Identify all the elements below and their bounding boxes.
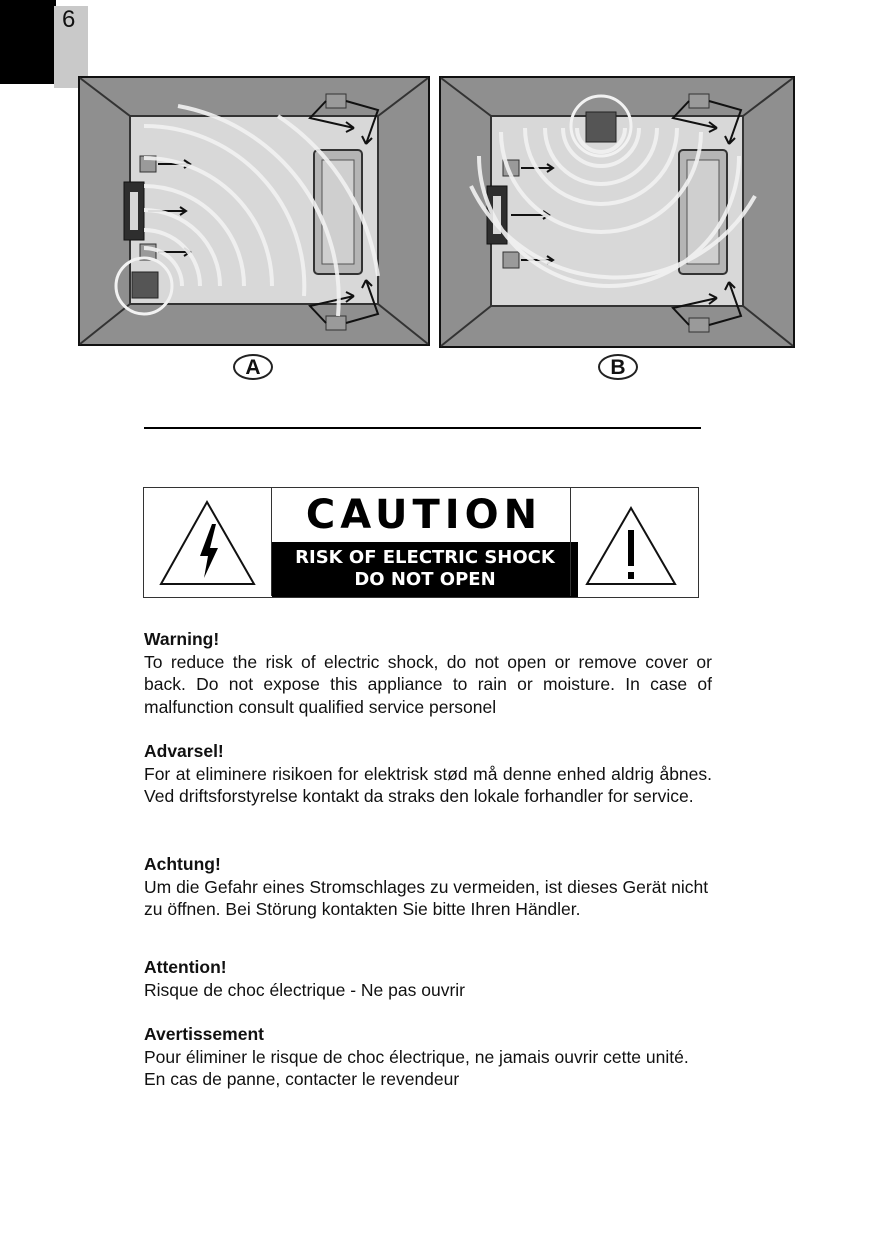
exclamation-warning-icon [570,488,698,596]
attention-section [144,956,712,1001]
lightning-warning-icon [144,488,272,596]
section-heading: Advarsel! [144,741,224,761]
divider [144,427,701,429]
section-heading: Avertissement [144,1024,264,1044]
avertissement-section [144,1023,712,1091]
section-heading: Attention! [144,957,227,977]
warning-section [144,628,712,718]
advarsel-section [144,740,712,808]
section-heading: Warning! [144,629,220,649]
section-body: To reduce the risk of electric shock, do not open or remove cover or back. Do not expose this appliance to rain or moisture. In case of malfunction consult qualified service personel [144,651,712,717]
sofa-icon [679,150,727,274]
page-number: 6 [62,6,76,33]
diagram-label-a: A [233,354,273,380]
achtung-section [144,853,712,921]
section-body: For at eliminere risikoen for elektrisk stød må denne enhed aldrig åbnes. Ved driftsforstyrelse kontakt da straks den lokale forhandler for service. [144,763,712,806]
sofa-icon [314,150,362,274]
caution-label [143,487,699,598]
caution-banner [272,542,578,597]
caution-line-2: DO NOT OPEN [354,569,496,590]
page-tab [0,0,56,84]
section-body: Risque de choc électrique - Ne pas ouvrir [144,979,465,1000]
tv-icon [124,182,144,240]
room-diagram-a [78,76,430,346]
room-diagram-b [439,76,795,348]
diagram-label-b: B [598,354,638,380]
section-body: Um die Gefahr eines Stromschlages zu vermeiden, ist dieses Gerät nicht zu öffnen. Bei Störung kontakten Sie bitte Ihren Händler. [144,876,709,919]
caution-line-1: RISK OF ELECTRIC SHOCK [295,547,555,568]
section-body: Pour éliminer le risque de choc électrique, ne jamais ouvrir cette unité. En cas de panne, contacter le revendeur [144,1046,689,1089]
section-heading: Achtung! [144,854,221,874]
caution-title: CAUTION [305,492,543,538]
